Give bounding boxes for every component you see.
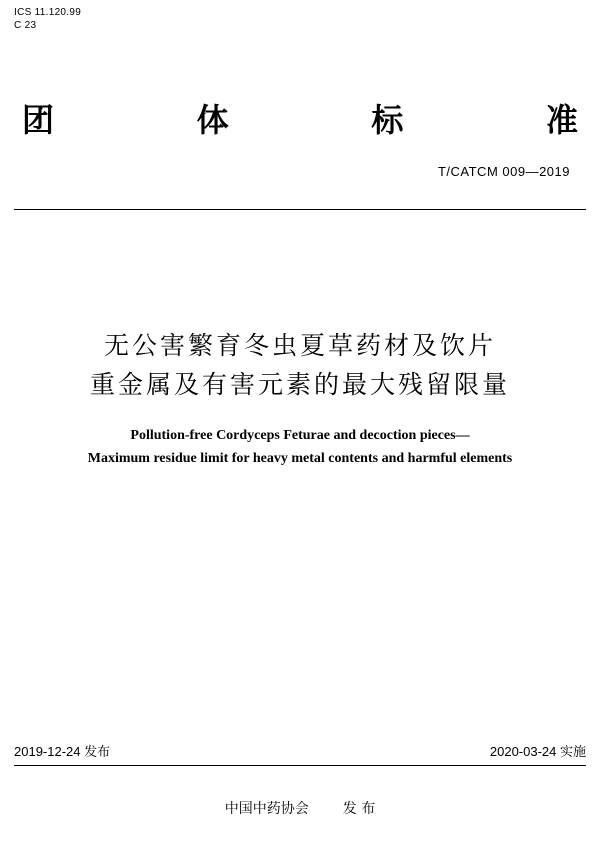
implementation-date: 2020-03-24 实施 — [489, 744, 586, 759]
publisher-line — [0, 800, 600, 818]
bottom-divider — [14, 765, 586, 766]
ics-code: ICS 11.120.99 — [14, 7, 82, 18]
publisher-name: 中国中药协会 — [224, 801, 309, 817]
standard-type-char: 体 — [196, 101, 229, 139]
publisher-action: 发 布 — [342, 801, 376, 817]
title-cn-line2: 重金属及有害元素的最大残留限量 — [89, 370, 510, 399]
ccs-code: C 23 — [14, 20, 37, 31]
title-cn-line1: 无公害繁育冬虫夏草药材及饮片 — [103, 331, 496, 360]
standard-number: T/CATCM 009—2019 — [437, 164, 570, 179]
standard-type-char: 团 — [22, 101, 55, 139]
title-en-line1: Pollution-free Cordyceps Feturae and decoction pieces— — [130, 428, 470, 443]
top-divider — [14, 209, 586, 210]
standard-type-heading — [22, 100, 578, 140]
standard-type-char: 准 — [545, 101, 578, 139]
standard-type-char: 标 — [371, 101, 404, 139]
title-en-line2: Maximum residue limit for heavy metal contents and harmful elements — [87, 451, 513, 466]
issue-date: 2019-12-24 发布 — [14, 744, 111, 759]
